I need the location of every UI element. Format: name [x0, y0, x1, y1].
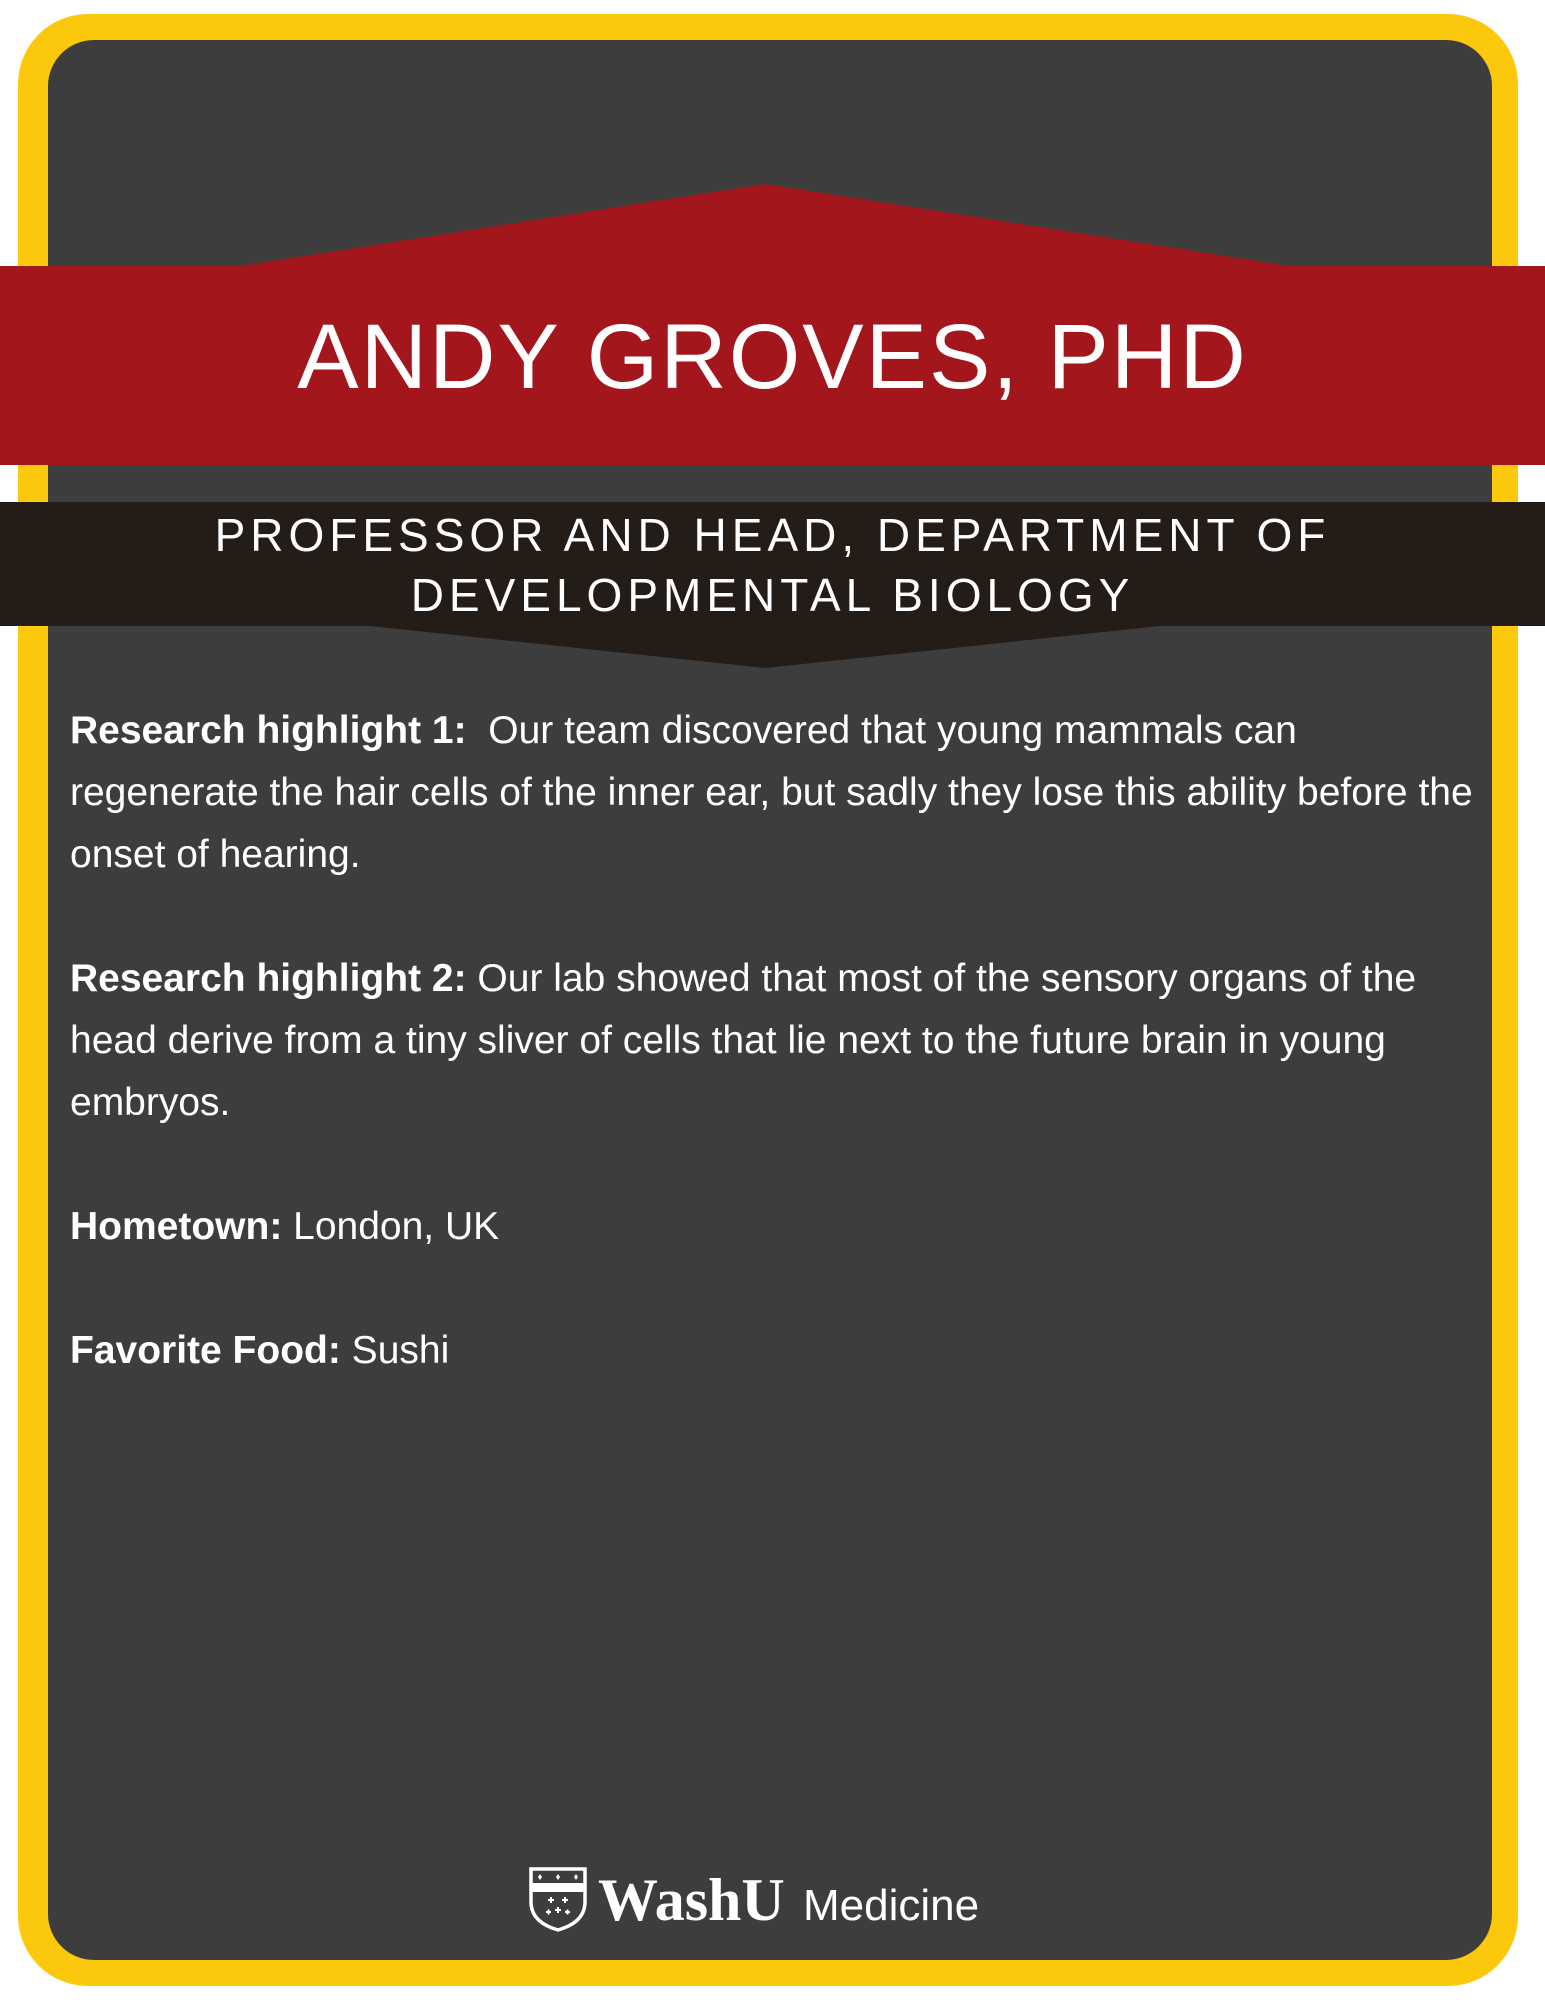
research-highlight-2: [70, 948, 1480, 1134]
university-shield-icon: [528, 1866, 588, 1932]
job-title-line: PROFESSOR AND HEAD, DEPARTMENT OF: [214, 509, 1331, 561]
logo-unit-text: Medicine: [803, 1881, 980, 1930]
section-text: Our lab showed that most of the sensory organs of the head derive from a tiny sliver of cells that lie next to the future brain in young embryos.: [70, 957, 1427, 1124]
section-text: London, UK: [282, 1205, 500, 1248]
washu-medicine-logo: [528, 1862, 1028, 1942]
profile-details: [70, 700, 1484, 1444]
person-name: ANDY GROVES, PHD: [297, 306, 1248, 408]
section-label: Research highlight 1:: [70, 709, 467, 752]
job-title-line: DEVELOPMENTAL BIOLOGY: [410, 569, 1135, 621]
section-text: Sushi: [340, 1329, 450, 1372]
hometown: [70, 1196, 1480, 1258]
section-label: Research highlight 2:: [70, 957, 467, 1000]
section-text: Our team discovered that young mammals can regenerate the hair cells of the inner ear, but sadly they lose this ability before the onset of hearing.: [70, 709, 1484, 876]
logo-brand-text: WashU: [598, 1867, 785, 1933]
job-title: [150, 505, 1395, 625]
section-label: Favorite Food:: [70, 1329, 341, 1372]
research-highlight-1: [70, 700, 1484, 886]
favorite-food: [70, 1320, 1480, 1382]
section-label: Hometown:: [70, 1205, 283, 1248]
